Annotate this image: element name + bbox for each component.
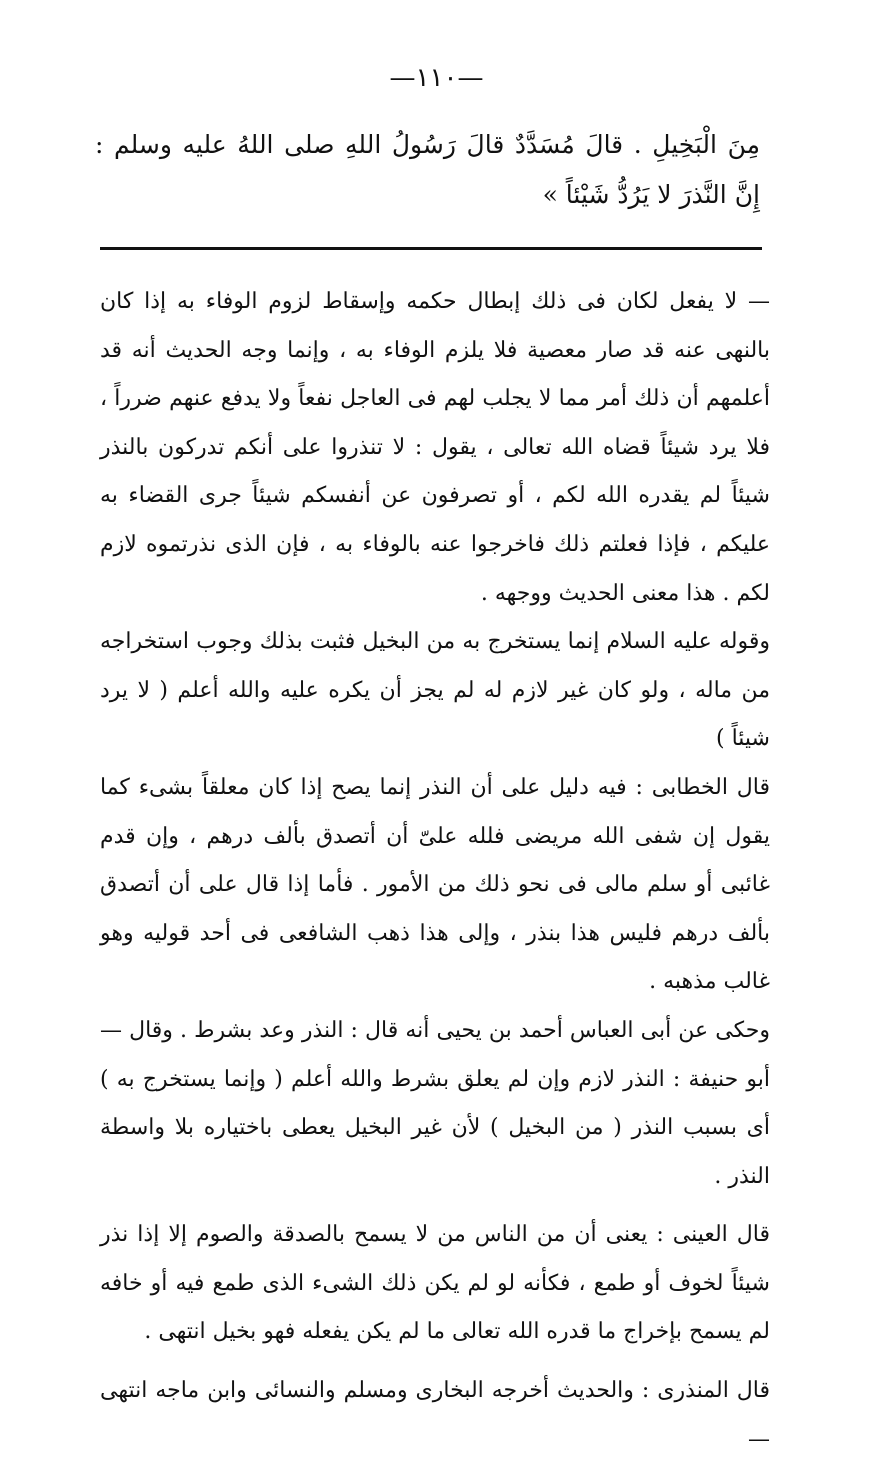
commentary-paragraph: — لا يفعل لكان فى ذلك إبطال حكمه وإسقاط لزوم الوفاء به إذا كان بالنهى عنه قد صار معصية فلا يلزم الوفاء به ، وإنما وجه الحديث أنه قد أعلمهم أن ذلك أمر مما لا يجلب لهم فى العاجل نفعاً ولا يدفع عنهم ضرراً ، فلا يرد شيئاً قضاه الله تعالى ، يقول : لا تنذروا على أنكم تدركون بالنذر شيئاً لم يقدره الله لكم ، أو تصرفون عن أنفسكم شيئاً جرى القضاء به عليكم ، فإذا فعلتم ذلك فاخرجوا عنه بالوفاء به ، فإن الذى نذرتموه لازم لكم . هذا معنى الحديث ووجهه . [100,289,770,606]
commentary-paragraph: قال العينى : يعنى أن من الناس من لا يسمح بالصدقة والصوم إلا إذا نذر شيئاً لخوف أو طمع ، فكأنه لو لم يكن ذلك الشىء الذى طمع فيه أو خافه لم يسمح بإخراج ما قدره الله تعالى ما لم يكن يفعله فهو بخيل انتهى . [100,1222,770,1345]
commentary-paragraph: قال الخطابى : فيه دليل على أن النذر إنما يصح إذا كان معلقاً بشىء كما يقول إن شفى الله مريضى فلله علىّ أن أتصدق بألف درهم ، وإن قدم غائبى أو سلم مالى فى نحو ذلك من الأمور . فأما إذا قال على أن أتصدق بألف درهم فليس هذا بنذر ، وإلى هذا ذهب الشافعى فى أحد قوليه وهو غالب مذهبه . [100,774,770,995]
divider-line [100,247,762,250]
commentary-section [100,278,770,1464]
commentary-paragraph: وقوله عليه السلام إنما يستخرج به من البخيل فثبت بذلك وجوب استخراجه من ماله ، ولو كان غير لازم له لم يجز أن يكره عليه والله أعلم ( لا يرد شيئاً ) [100,629,770,752]
commentary-paragraph: قال المنذرى : والحديث أخرجه البخارى ومسلم والنسائى وابن ماجه انتهى — [100,1378,770,1452]
commentary-paragraph: وحكى عن أبى العباس أحمد بن يحيى أنه قال : النذر وعد بشرط . وقال — أبو حنيفة : النذر لازم وإن لم يعلق بشرط والله أعلم ( وإنما يستخرج به ) أى بسبب النذر ( من البخيل ) لأن غير البخيل يعطى باختياره بلا واسطة النذر . [100,1017,770,1189]
page-number: —١١٠— [389,63,484,93]
hadith-text: مِنَ الْبَخِيلِ . قالَ مُسَدَّدٌ قالَ رَسُولُ اللهِ صلى اللهُ عليه وسلم : إِنَّ النَّذرَ لا يَرُدُّ شَيْئاً » [95,130,760,209]
